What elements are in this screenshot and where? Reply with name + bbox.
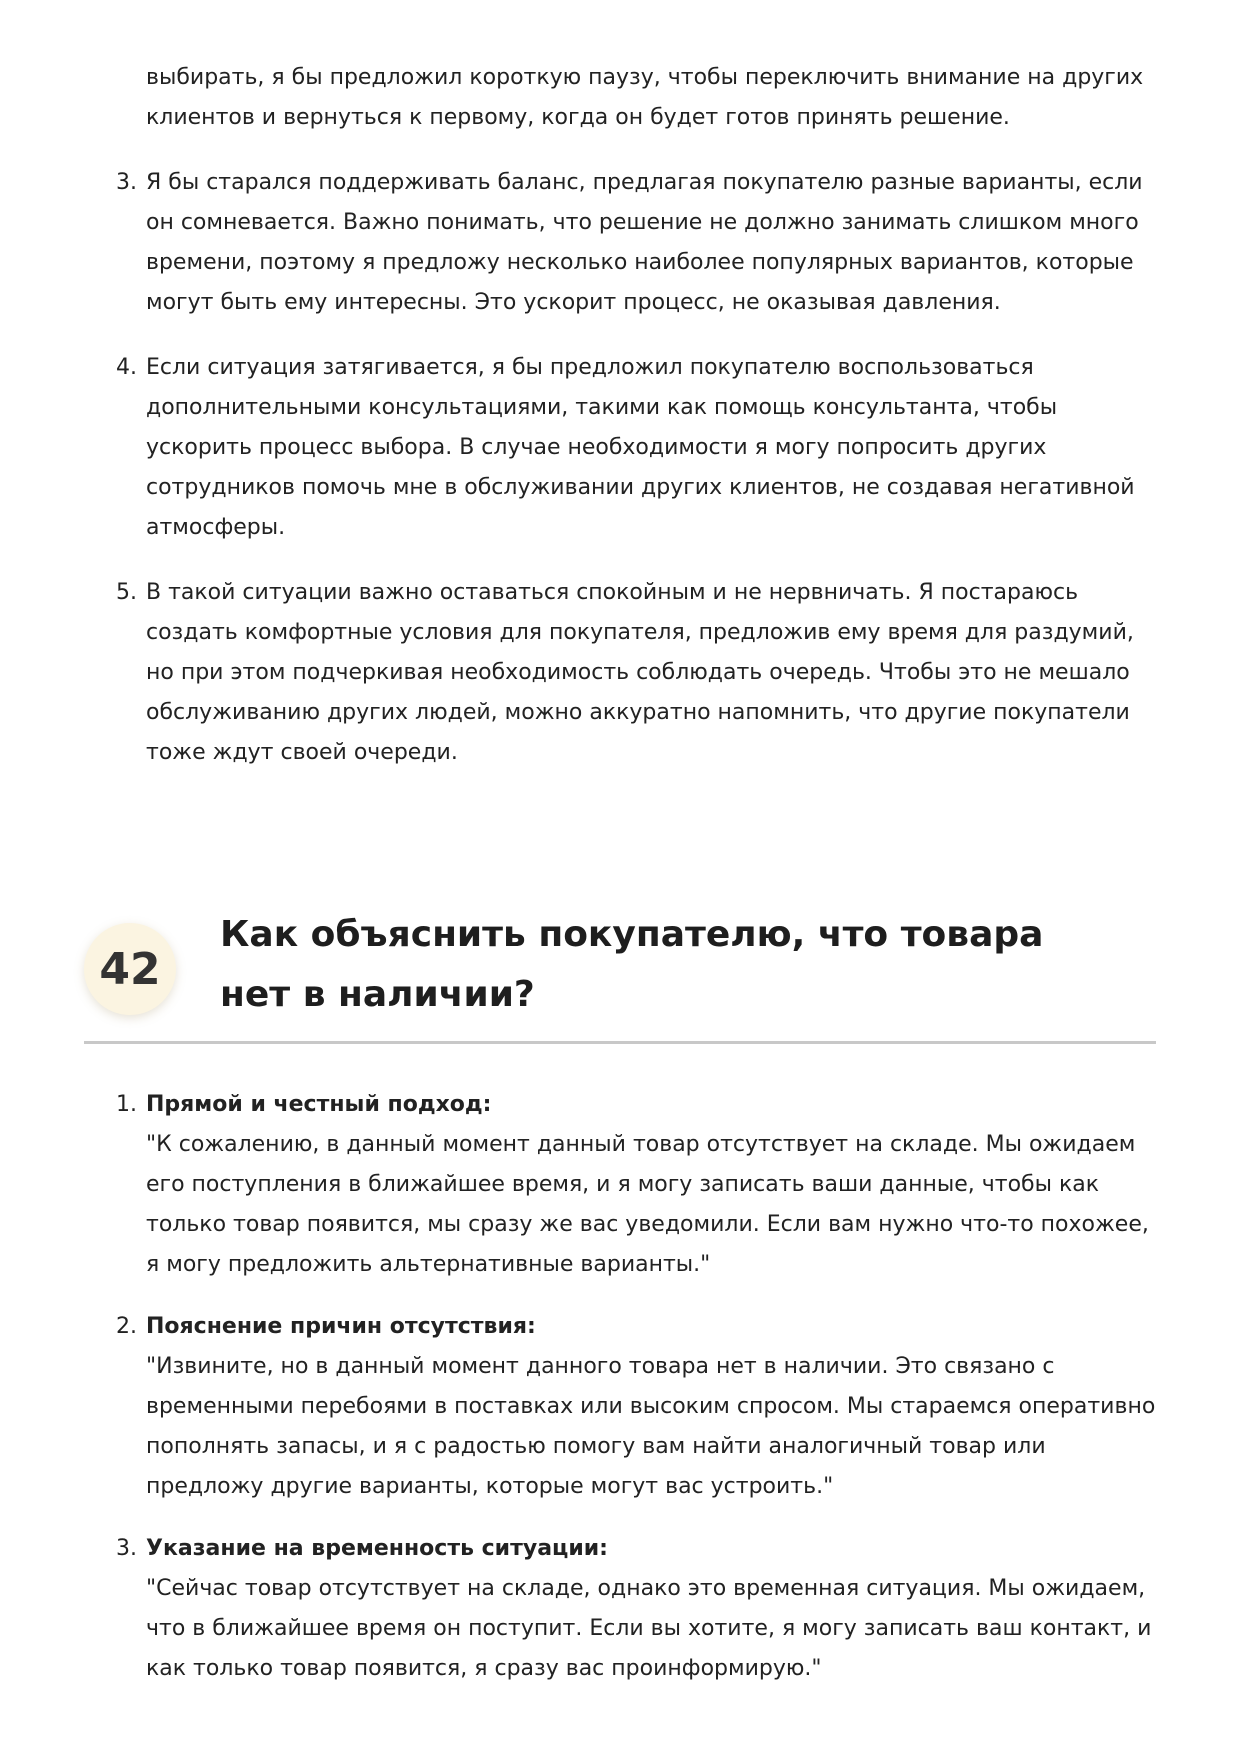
item-label: Прямой и честный подход: bbox=[146, 1092, 492, 1117]
list-item bbox=[0, 1085, 1239, 1285]
item-text: Я бы старался поддерживать баланс, предлагая покупателю разные варианты, если он сомневается. Важно понимать, что решение не должно занимать слишком много времени, поэтому я предложу несколько наиболее популярных вариантов, которые могут быть ему интересны. Это ускорит процесс, не оказывая давления. bbox=[146, 170, 1143, 315]
item-number: 1. bbox=[116, 1092, 137, 1117]
item-text: "Извините, но в данный момент данного товара нет в наличии. Это связано с временными перебоями в поставках или высоким спросом. Мы стараемся оперативно пополнять запасы, и я с радостью помогу вам найти аналогичный товар или предложу другие варианты, которые могут вас устроить." bbox=[146, 1354, 1156, 1499]
section-header bbox=[84, 905, 1156, 1041]
list-item bbox=[0, 1307, 1239, 1507]
answer-list bbox=[0, 1085, 1239, 1711]
item-text: "Сейчас товар отсутствует на складе, однако это временная ситуация. Мы ожидаем, что в ближайшее время он поступит. Если вы хотите, я могу записать ваш контакт, и как только товар появится, я сразу вас проинформирую." bbox=[146, 1576, 1152, 1681]
section-title: Как объяснить покупателю, что товара нет в наличии? bbox=[220, 914, 1044, 1015]
item-text: Если ситуация затягивается, я бы предложил покупателю воспользоваться дополнительными консультациями, такими как помощь консультанта, чтобы ускорить процесс выбора. В случае необходимости я могу попросить других сотрудников помочь мне в обслуживании других клиентов, не создавая негативной атмосферы. bbox=[146, 355, 1135, 540]
section-number-badge: 42 bbox=[84, 923, 176, 1015]
list-item bbox=[0, 1529, 1239, 1689]
item-label: Пояснение причин отсутствия: bbox=[146, 1314, 536, 1339]
continuation-text: выбирать, я бы предложил короткую паузу, чтобы переключить внимание на других клиентов и вернуться к первому, когда он будет готов принять решение. bbox=[146, 65, 1144, 130]
item-text: "К сожалению, в данный момент данный товар отсутствует на складе. Мы ожидаем его поступления в ближайшее время, и я могу записать ваши данные, чтобы как только товар появится, мы сразу же вас уведомили. Если вам нужно что-то похожее, я могу предложить альтернативные варианты." bbox=[146, 1132, 1149, 1277]
previous-answer-list bbox=[0, 58, 1239, 798]
item-number: 3. bbox=[116, 170, 137, 195]
list-item bbox=[0, 573, 1239, 773]
item-label: Указание на временность ситуации: bbox=[146, 1536, 608, 1561]
numbered-list bbox=[0, 1085, 1239, 1689]
numbered-list bbox=[0, 163, 1239, 773]
list-item bbox=[0, 348, 1239, 548]
list-item-continuation bbox=[0, 58, 1239, 138]
item-number: 3. bbox=[116, 1536, 137, 1561]
item-text: В такой ситуации важно оставаться спокойным и не нервничать. Я постараюсь создать комфортные условия для покупателя, предложив ему время для раздумий, но при этом подчеркивая необходимость соблюдать очередь. Чтобы это не мешало обслуживанию других людей, можно аккуратно напомнить, что другие покупатели тоже ждут своей очереди. bbox=[146, 580, 1134, 765]
item-number: 4. bbox=[116, 355, 137, 380]
list-item bbox=[0, 163, 1239, 323]
item-number: 2. bbox=[116, 1314, 137, 1339]
item-number: 5. bbox=[116, 580, 137, 605]
section-divider bbox=[84, 1041, 1156, 1044]
